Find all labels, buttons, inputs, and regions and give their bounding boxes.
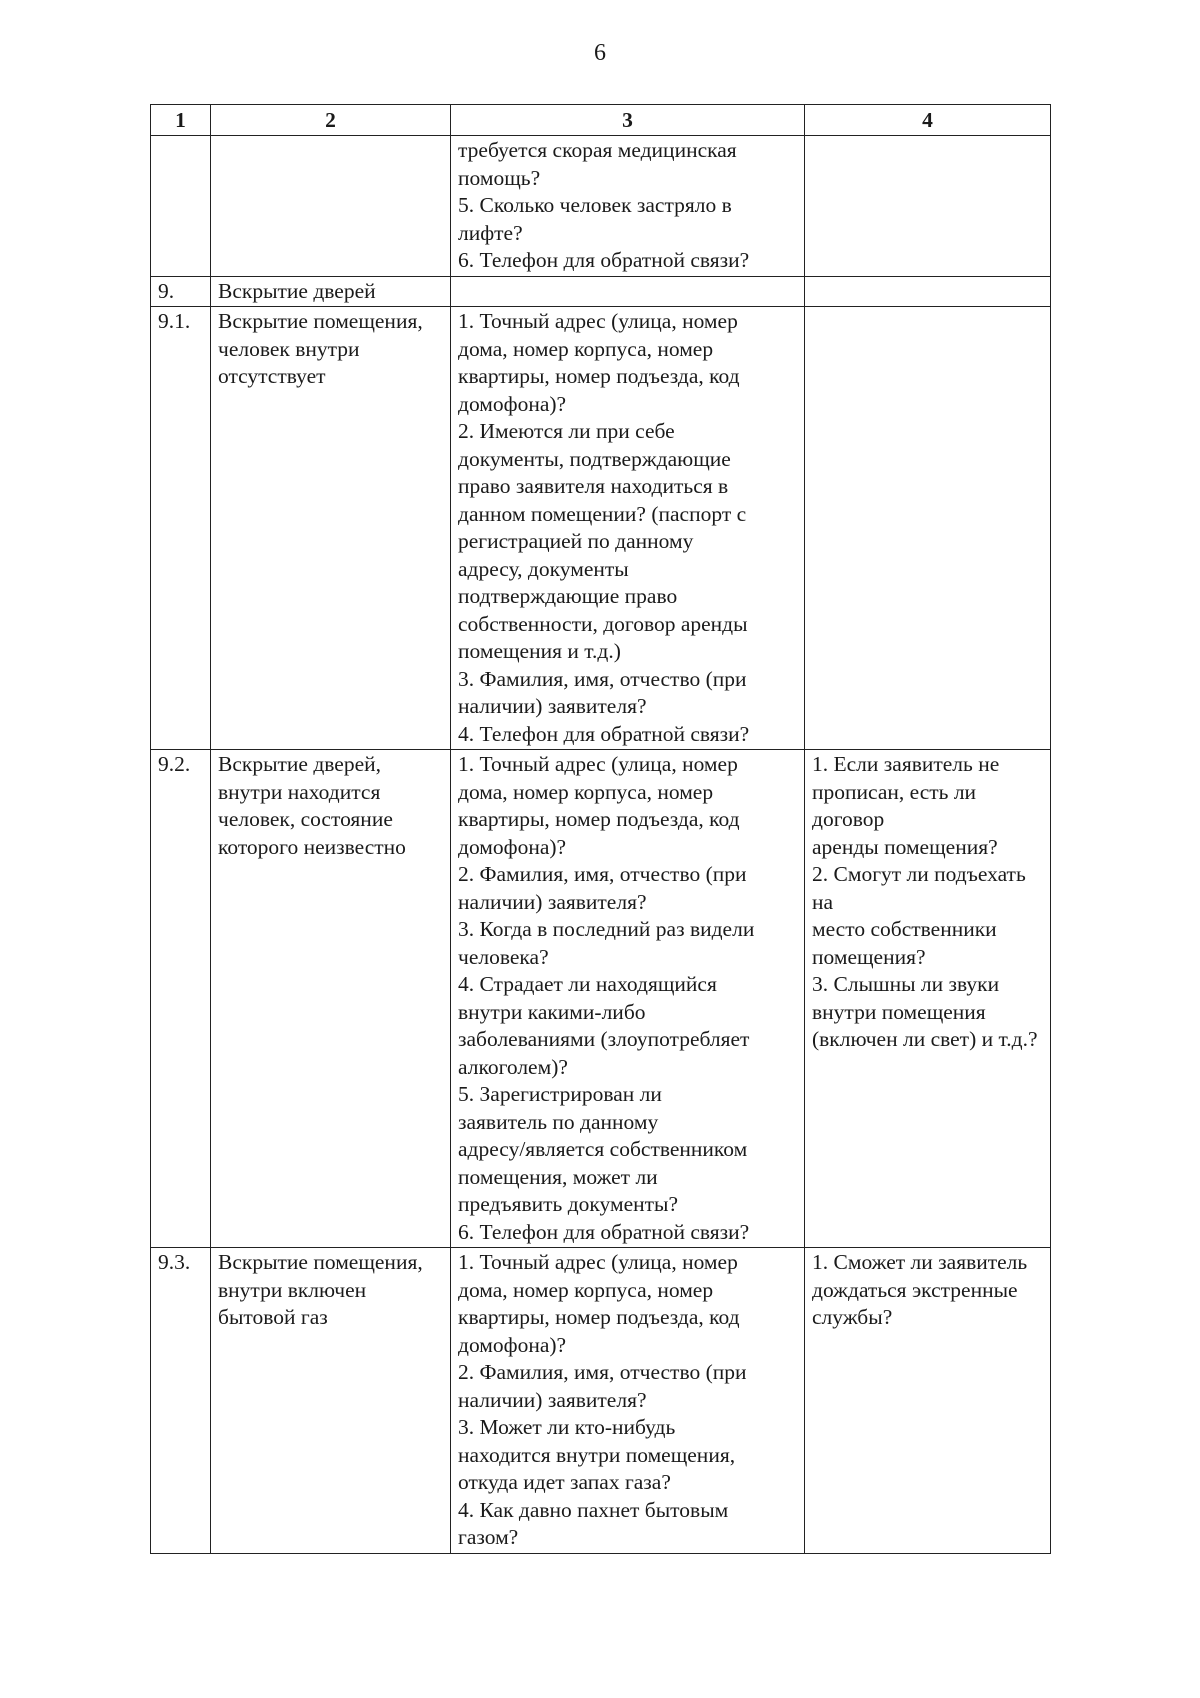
text-line: аренды помещения? [812,834,998,859]
text-line: помещения и т.д.) [458,639,621,663]
additional-questions-cell [805,136,1051,277]
row-number: 9.1. [151,307,211,750]
text-line: заявитель по данному [458,1109,659,1134]
header-col-3: 3 [451,105,805,136]
text-line: квартиры, номер подъезда, код [458,1305,740,1329]
text-line: домофона)? [458,1332,567,1357]
text-line: предъявить документы? [458,1192,679,1216]
questions-cell [451,750,805,1248]
table-body [151,136,1051,1554]
text-line: 1. Сможет ли заявитель [812,1250,1028,1274]
text-line: внутри помещения [812,999,986,1024]
text-line: (включен ли свет) и т.д.? [812,1027,1038,1051]
text-line: квартиры, номер подъезда, код [458,807,740,831]
text-line: 2. Фамилия, имя, отчество (при [458,1360,747,1384]
text-line: собственности, договор аренды [458,611,748,636]
text-line: дома, номер корпуса, номер [458,779,714,804]
text-line: лифте? [458,220,523,245]
text-line: наличии) заявителя? [458,889,647,914]
text-line: помощь? [458,165,541,190]
additional-questions-cell [805,307,1051,750]
row-number: 9.2. [151,750,211,1248]
additional-questions-cell [805,276,1051,307]
text-line: адресу/является собственником [458,1137,748,1161]
text-line: дома, номер корпуса, номер [458,1277,714,1302]
questions-cell [451,1248,805,1554]
text-line: помещения, может ли [458,1164,658,1189]
questions-table [150,104,1051,1554]
row-title: Вскрытие помещения, внутри включен бытовой газ [211,1248,451,1554]
text-line: 4. Телефон для обратной связи? [458,721,750,746]
header-col-1: 1 [151,105,211,136]
header-col-2: 2 [211,105,451,136]
text-line: 1. Точный адрес (улица, номер [458,752,738,776]
text-line: данном помещении? (паспорт с [458,501,747,526]
text-line: место собственники [812,917,997,941]
text-line: право заявителя находиться в [458,474,729,498]
additional-questions-cell [805,750,1051,1248]
text-line: документы, подтверждающие [458,446,731,471]
table-row [151,1248,1051,1554]
text-line: адресу, документы [458,556,629,581]
text-line: человека? [458,944,549,969]
text-line: наличии) заявителя? [458,694,647,718]
questions-cell [451,136,805,277]
header-col-4: 4 [805,105,1051,136]
text-line: 6. Телефон для обратной связи? [458,1219,750,1244]
text-line: 3. Когда в последний раз видели [458,917,755,941]
row-number: 9.3. [151,1248,211,1554]
text-line: домофона)? [458,391,567,416]
text-line: 3. Может ли кто-нибудь [458,1415,676,1439]
text-line: квартиры, номер подъезда, код [458,364,740,388]
questions-cell [451,276,805,307]
table-header-row [151,105,1051,136]
text-line: 6. Телефон для обратной связи? [458,248,750,272]
text-line: наличии) заявителя? [458,1387,647,1412]
additional-questions-cell [805,1248,1051,1554]
text-line: 3. Фамилия, имя, отчество (при [458,666,747,691]
text-line: регистрацией по данному [458,529,694,553]
text-line: 5. Сколько человек застряло в [458,193,732,217]
text-line: дома, номер корпуса, номер [458,336,714,361]
row-title: Вскрытие дверей, внутри находится человек, состояние которого неизвестно [211,750,451,1248]
text-line: 2. Имеются ли при себе [458,419,675,443]
text-line: 3. Слышны ли звуки [812,972,1000,996]
row-number: 9. [151,276,211,307]
text-line: газом? [458,1525,519,1549]
text-line: дождаться экстренные [812,1277,1018,1302]
text-line: службы? [812,1305,893,1329]
questions-cell [451,307,805,750]
text-line: 4. Страдает ли находящийся [458,972,717,996]
text-line: требуется скорая медицинская [458,138,737,162]
table-row [151,750,1051,1248]
row-title: Вскрытие дверей [211,276,451,307]
row-title [211,136,451,277]
text-line: внутри какими-либо [458,999,646,1024]
text-line: подтверждающие право [458,584,678,608]
text-line: прописан, есть ли договор [812,779,977,831]
row-title: Вскрытие помещения, человек внутри отсутствует [211,307,451,750]
text-line: домофона)? [458,834,567,859]
text-line: алкоголем)? [458,1054,568,1079]
text-line: 2. Смогут ли подъехать на [812,862,1026,914]
text-line: 2. Фамилия, имя, отчество (при [458,862,747,886]
text-line: помещения? [812,944,926,969]
table-row [151,276,1051,307]
text-line: 4. Как давно пахнет бытовым [458,1497,729,1522]
table-row [151,136,1051,277]
text-line: 1. Точный адрес (улица, номер [458,1250,738,1274]
text-line: 1. Точный адрес (улица, номер [458,309,738,333]
text-line: 5. Зарегистрирован ли [458,1082,662,1106]
text-line: 1. Если заявитель не [812,752,1000,776]
row-number [151,136,211,277]
page-number: 6 [594,40,606,66]
text-line: заболеваниями (злоупотребляет [458,1027,750,1051]
text-line: находится внутри помещения, [458,1442,736,1467]
text-line: откуда идет запах газа? [458,1470,671,1494]
table-row [151,307,1051,750]
